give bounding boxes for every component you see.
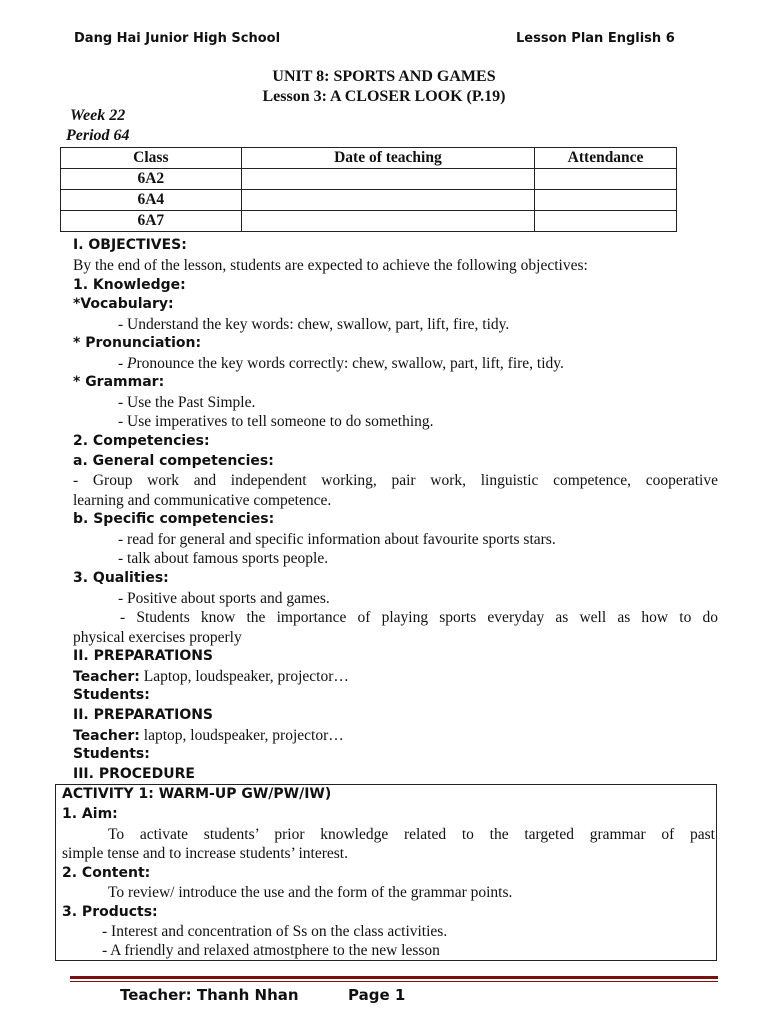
- knowledge-heading: 1. Knowledge:: [73, 277, 186, 293]
- grammar-item: - Use the Past Simple.: [118, 394, 256, 411]
- students-label: Students:: [73, 746, 150, 762]
- attendance-cell: [535, 169, 677, 190]
- teacher-materials-value: laptop, loudspeaker, projector…: [139, 727, 344, 744]
- vocabulary-label: *Vocabulary:: [73, 296, 174, 312]
- footer-rule-thin: [70, 981, 718, 982]
- pronunciation-initial: P: [127, 355, 137, 372]
- attendance-cell: [535, 190, 677, 211]
- aim-line2: simple tense and to increase students’ interest.: [62, 845, 348, 862]
- page-number: Page 1: [348, 986, 406, 1004]
- pronunciation-label: * Pronunciation:: [73, 335, 202, 351]
- table-row: [61, 190, 677, 211]
- grammar-label: * Grammar:: [73, 374, 165, 390]
- quality-item-line2: physical exercises properly: [73, 629, 242, 646]
- procedure-heading: III. PROCEDURE: [73, 766, 195, 782]
- qualities-heading: 3. Qualities:: [73, 570, 169, 586]
- attendance-table: [60, 147, 677, 232]
- general-competencies-line1: - Group work and independent working, pair work, linguistic competence, cooperative: [73, 472, 718, 489]
- pronunciation-dash: -: [118, 355, 128, 372]
- pronunciation-item: [118, 355, 564, 373]
- specific-competency-item: - read for general and specific information about favourite sports stars.: [118, 531, 556, 548]
- column-header-attendance: Attendance: [535, 148, 677, 169]
- product-item: - Interest and concentration of Ss on the class activities.: [102, 923, 448, 940]
- quality-item-line1: - Students know the importance of playing sports everyday as well as how to do: [120, 609, 718, 626]
- grammar-item: - Use imperatives to tell someone to do something.: [118, 413, 434, 430]
- school-name: Dang Hai Junior High School: [74, 31, 281, 46]
- table-header-row: [61, 148, 677, 169]
- aim-line1: To activate students’ prior knowledge related to the targeted grammar of past: [108, 826, 715, 843]
- preparations-heading: II. PREPARATIONS: [73, 707, 214, 723]
- general-competencies-line2: learning and communicative competence.: [73, 492, 332, 509]
- objectives-heading: I. OBJECTIVES:: [73, 237, 187, 253]
- products-label: 3. Products:: [62, 904, 158, 920]
- content-text: To review/ introduce the use and the form of the grammar points.: [108, 884, 513, 901]
- lesson-title: Lesson 3: A CLOSER LOOK (P.19): [262, 88, 506, 105]
- date-cell: [241, 211, 534, 232]
- product-item: - A friendly and relaxed atmostphere to the new lesson: [102, 942, 440, 959]
- class-cell: 6A2: [61, 169, 242, 190]
- lesson-plan-label: Lesson Plan English 6: [516, 31, 675, 46]
- teacher-label: Teacher:: [73, 669, 140, 685]
- specific-competency-item: - talk about famous sports people.: [118, 550, 329, 567]
- teacher-materials: [73, 668, 349, 686]
- competencies-heading: 2. Competencies:: [73, 433, 210, 449]
- pronunciation-text: ronounce the key words correctly: chew, swallow, part, lift, fire, tidy.: [136, 355, 564, 372]
- activity-title: ACTIVITY 1: WARM-UP GW/PW/IW): [62, 786, 332, 802]
- date-cell: [241, 190, 534, 211]
- objectives-intro: By the end of the lesson, students are expected to achieve the following objectives:: [73, 257, 588, 274]
- period-label: Period 64: [66, 127, 130, 144]
- footer-teacher: Teacher: Thanh Nhan: [120, 986, 299, 1004]
- table-row: [61, 211, 677, 232]
- aim-label: 1. Aim:: [62, 806, 118, 822]
- attendance-cell: [535, 211, 677, 232]
- class-cell: 6A7: [61, 211, 242, 232]
- general-competencies-label: a. General competencies:: [73, 453, 274, 469]
- table-row: [61, 169, 677, 190]
- students-label: Students:: [73, 687, 150, 703]
- teacher-label: Teacher:: [73, 728, 140, 744]
- vocabulary-item: - Understand the key words: chew, swallow, part, lift, fire, tidy.: [118, 316, 510, 333]
- specific-competencies-label: b. Specific competencies:: [73, 511, 275, 527]
- week-label: Week 22: [70, 107, 126, 124]
- column-header-date: Date of teaching: [241, 148, 534, 169]
- teacher-materials: [73, 727, 344, 745]
- content-label: 2. Content:: [62, 865, 151, 881]
- preparations-heading: II. PREPARATIONS: [73, 648, 214, 664]
- class-cell: 6A4: [61, 190, 242, 211]
- teacher-materials-value: Laptop, loudspeaker, projector…: [139, 668, 349, 685]
- unit-title: UNIT 8: SPORTS AND GAMES: [272, 68, 496, 85]
- column-header-class: Class: [61, 148, 242, 169]
- quality-item: - Positive about sports and games.: [118, 590, 330, 607]
- footer-rule-thick: [70, 976, 718, 979]
- date-cell: [241, 169, 534, 190]
